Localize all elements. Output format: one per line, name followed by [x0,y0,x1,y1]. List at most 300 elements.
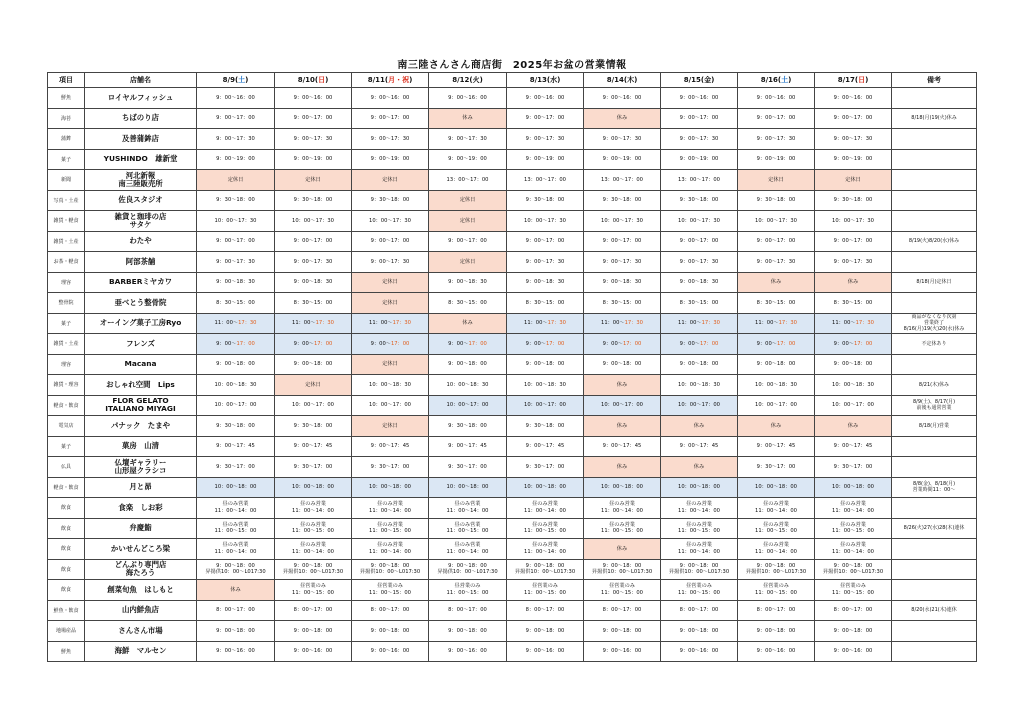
category-cell: 軽食・飲食 [48,395,85,416]
hours-cell: 9：00〜17：45 [275,436,352,457]
hours-cell: 9：00〜16：00 [275,88,352,109]
table-row [48,477,977,498]
hours-cell: 9：00〜18：00 昇揚供10：00〜L017:30 [507,559,584,580]
hours-cell: 9：30〜18：00 [507,416,584,437]
hours-cell: 10：00〜18：00 [429,477,507,498]
table-row [48,354,977,375]
hours-cell: 9：00〜17：00 [352,334,429,355]
closed-day-cell: 休み [738,272,815,293]
category-cell: 海苔 [48,108,85,129]
shop-name-cell: FLOR GELATO ITALIANO MIYAGI [85,395,197,416]
remarks-cell [892,559,977,580]
hours-cell: 10：00〜18：30 [738,375,815,396]
table-body [48,88,977,662]
hours-cell: 9：30〜17：00 [429,457,507,478]
hours-cell: 10：00〜17：30 [275,211,352,232]
closed-day-cell: 休み [815,272,892,293]
remarks-cell: 8/18(月)定休日 [892,272,977,293]
hours-cell: 13：00〜17：00 [507,170,584,191]
remarks-cell [892,539,977,560]
hours-cell: 9：30〜17：00 [197,457,275,478]
hours-cell: 9：30〜18：00 [352,190,429,211]
hours-cell: 昼営業のみ 11：00〜15：00 [584,580,661,601]
hours-cell: 8：00〜17：00 [352,600,429,621]
hours-cell: 9：00〜18：00 [661,621,738,642]
category-cell: 雑貨・理容 [48,375,85,396]
hours-cell: 9：00〜16：00 [275,641,352,662]
hours-cell: 9：00〜18：00 昇揚供10：00〜L017:30 [352,559,429,580]
hours-cell: 9：00〜17：30 [507,129,584,150]
remarks-cell: 8/18(月)19(火)休み [892,108,977,129]
hours-cell: 9：00〜17：30 [275,129,352,150]
category-cell: 飲食 [48,559,85,580]
hours-cell: 昼のみ営業 11：00〜14：00 [507,498,584,519]
hours-cell: 9：30〜17：00 [738,457,815,478]
hours-cell: 10：00〜18：00 [815,477,892,498]
hours-cell: 11：00〜17：30 [661,313,738,334]
shop-name-cell: Macana [85,354,197,375]
hours-cell: 13：00〜17：00 [429,170,507,191]
shop-name-cell: わたや [85,231,197,252]
hours-cell: 10：00〜17：30 [507,211,584,232]
table-row [48,395,977,416]
hours-cell: 9：30〜17：00 [275,457,352,478]
table-row [48,334,977,355]
hours-cell: 9：00〜17：30 [352,129,429,150]
page-title: 南三陸さんさん商店街 2025年お盆の営業情報 [397,60,627,71]
hours-cell: 9：30〜18：00 [275,416,352,437]
remarks-cell [892,436,977,457]
hours-cell: 9：00〜18：30 [661,272,738,293]
closed-day-cell: 定休日 [275,170,352,191]
hours-cell: 10：00〜18：00 [507,477,584,498]
hours-cell: 10：00〜18：00 [584,477,661,498]
category-cell: 菓子 [48,313,85,334]
closed-day-cell: 定休日 [352,416,429,437]
hours-cell: 8：00〜17：00 [275,600,352,621]
hours-cell: 9：00〜17：30 [352,252,429,273]
header-day: 8/10(日) [275,73,352,88]
shop-name-cell: 仏壇ギャラリー 山形屋クラシコ [85,457,197,478]
closed-day-cell: 定休日 [352,293,429,314]
hours-cell: 9：30〜18：00 [197,190,275,211]
hours-cell: 11：00〜17：30 [275,313,352,334]
remarks-cell [892,252,977,273]
hours-cell: 昼営業のみ 11：00〜15：00 [507,580,584,601]
hours-cell: 9：00〜18：00 [584,354,661,375]
header-row [48,73,977,88]
hours-cell: 9：00〜18：00 昇揚供10：00〜L017:30 [815,559,892,580]
category-cell: 理容 [48,272,85,293]
shop-name-cell: YUSHINDO 雄新堂 [85,149,197,170]
hours-cell: 昼のみ営業 11：00〜15：00 [352,518,429,539]
hours-cell: 9：00〜19：00 [197,149,275,170]
category-cell: 蒲鉾 [48,129,85,150]
closed-day-cell: 休み [584,375,661,396]
table-row [48,375,977,396]
hours-cell: 9：00〜18：30 [275,272,352,293]
table-row [48,129,977,150]
hours-cell: 昼のみ営業 11：00〜14：00 [815,498,892,519]
hours-cell: 10：00〜17：00 [352,395,429,416]
shop-name-cell: おしゃれ空間 Lips [85,375,197,396]
hours-cell: 9：00〜19：00 [429,149,507,170]
hours-cell: 8：30〜15：00 [815,293,892,314]
hours-cell: 11：00〜17：30 [584,313,661,334]
remarks-cell [892,170,977,191]
shop-name-cell: 弁慶鮨 [85,518,197,539]
shop-name-cell: BARBERミヤカワ [85,272,197,293]
hours-cell: 9：00〜17：30 [507,252,584,273]
hours-cell: 9：00〜17：00 [661,334,738,355]
table-row [48,170,977,191]
hours-cell: 10：00〜17：00 [661,395,738,416]
hours-cell: 10：00〜17：30 [197,211,275,232]
hours-cell: 昼のみ営業 11：00〜14：00 [507,539,584,560]
hours-cell: 9：00〜17：00 [507,108,584,129]
hours-cell: 9：00〜18：00 [815,354,892,375]
hours-cell: 10：00〜18：30 [197,375,275,396]
hours-cell: 9：00〜17：30 [584,252,661,273]
remarks-cell [892,641,977,662]
hours-cell: 昼のみ営業 11：00〜14：00 [584,498,661,519]
remarks-cell [892,88,977,109]
shop-name-cell: 山内鮮魚店 [85,600,197,621]
category-cell: 飲食 [48,539,85,560]
hours-cell: 9：00〜17：30 [429,129,507,150]
remarks-cell [892,211,977,232]
hours-cell: 昼のみ営業 11：00〜15：00 [507,518,584,539]
header-day: 8/14(木) [584,73,661,88]
hours-cell: 9：00〜17：30 [661,129,738,150]
header-day: 8/17(日) [815,73,892,88]
hours-cell: 9：00〜17：45 [352,436,429,457]
remarks-cell: 8/18(月)営業 [892,416,977,437]
closed-day-cell: 定休日 [429,252,507,273]
closed-day-cell: 休み [661,416,738,437]
header-day: 8/12(火) [429,73,507,88]
hours-cell: 9：00〜18：30 [584,272,661,293]
hours-cell: 8：00〜17：00 [738,600,815,621]
hours-cell: 9：00〜17：00 [429,334,507,355]
hours-cell: 9：00〜16：00 [815,641,892,662]
table-row [48,416,977,437]
hours-cell: 9：00〜17：00 [507,231,584,252]
hours-cell: 9：00〜17：00 [352,108,429,129]
hours-cell: 9：00〜19：00 [584,149,661,170]
hours-cell: 9：00〜17：30 [738,129,815,150]
table-row [48,539,977,560]
hours-cell: 11：00〜17：30 [197,313,275,334]
remarks-cell [892,149,977,170]
hours-cell: 昼のみ営業 11：00〜14：00 [429,539,507,560]
hours-cell: 9：00〜17：00 [584,231,661,252]
hours-cell: 9：00〜17：00 [507,334,584,355]
hours-cell: 9：00〜18：30 [197,272,275,293]
hours-cell: 8：30〜15：00 [429,293,507,314]
hours-cell: 9：30〜17：00 [507,457,584,478]
hours-cell: 9：00〜19：00 [352,149,429,170]
hours-cell: 9：00〜16：00 [352,641,429,662]
hours-cell: 9：00〜19：00 [507,149,584,170]
shop-name-cell: 菓房 山清 [85,436,197,457]
category-cell: 理容 [48,354,85,375]
hours-cell: 9：00〜16：00 [507,88,584,109]
hours-cell: 9：00〜18：00 [661,354,738,375]
table-row [48,149,977,170]
hours-cell: 9：00〜18：00 昇揚供10：00〜L017:30 [661,559,738,580]
table-row [48,518,977,539]
hours-cell: 9：00〜17：45 [584,436,661,457]
hours-cell: 10：00〜17：30 [815,211,892,232]
hours-cell: 10：00〜17：30 [352,211,429,232]
hours-cell: 10：00〜18：30 [507,375,584,396]
hours-cell: 9：00〜17：30 [197,252,275,273]
hours-cell: 9：00〜16：00 [661,88,738,109]
remarks-cell [892,354,977,375]
header-day: 8/13(水) [507,73,584,88]
hours-cell: 9：00〜17：45 [429,436,507,457]
closed-day-cell: 休み [815,416,892,437]
remarks-cell: 8/9(土)、8/17(月) 前後も通常営業 [892,395,977,416]
hours-cell: 9：00〜18：00 [352,621,429,642]
closed-day-cell: 定休日 [352,354,429,375]
hours-cell: 9：00〜17：00 [197,108,275,129]
category-cell: 飲食 [48,518,85,539]
hours-cell: 昼営業のみ 11：00〜15：00 [815,580,892,601]
hours-cell: 9：00〜18：00 [507,354,584,375]
hours-cell: 9：00〜16：00 [738,641,815,662]
hours-cell: 昼のみ営業 11：00〜14：00 [275,498,352,519]
hours-cell: 9：00〜17：00 [275,231,352,252]
category-cell: 鮮魚 [48,88,85,109]
closed-day-cell: 休み [738,416,815,437]
hours-cell: 9：00〜16：00 [352,88,429,109]
hours-cell: 10：00〜18：30 [661,375,738,396]
table-row [48,252,977,273]
hours-cell: 9：00〜17：00 [429,231,507,252]
closed-day-cell: 休み [429,313,507,334]
hours-cell: 9：00〜17：30 [815,252,892,273]
hours-cell: 9：00〜17：00 [815,231,892,252]
shop-name-cell: 創菜旬魚 はしもと [85,580,197,601]
closed-day-cell: 定休日 [197,170,275,191]
hours-cell: 10：00〜17：00 [584,395,661,416]
hours-cell: 9：00〜17：00 [738,108,815,129]
table-row [48,272,977,293]
header-category: 項目 [48,73,85,88]
hours-cell: 9：00〜17：00 [738,334,815,355]
hours-cell: 8：30〜15：00 [275,293,352,314]
hours-cell: 昼のみ営業 11：00〜14：00 [197,539,275,560]
remarks-cell: 8/20(水)21(木)連休 [892,600,977,621]
hours-cell: 9：00〜17：00 [661,108,738,129]
header-remarks: 備考 [892,73,977,88]
hours-cell: 10：00〜18：30 [352,375,429,396]
shop-name-cell: 月と昴 [85,477,197,498]
table-row [48,293,977,314]
hours-cell: 8：30〜15：00 [584,293,661,314]
hours-cell: 11：00〜17：30 [738,313,815,334]
hours-cell: 9：00〜19：00 [275,149,352,170]
hours-cell: 9：00〜18：00 昇揚供10：00〜L017:30 [738,559,815,580]
hours-cell: 昼のみ営業 11：00〜14：00 [738,498,815,519]
hours-cell: 10：00〜17：30 [661,211,738,232]
hours-cell: 9：00〜18：00 [275,621,352,642]
hours-cell: 10：00〜17：00 [275,395,352,416]
remarks-cell [892,190,977,211]
category-cell: 雑貨・土産 [48,231,85,252]
hours-cell: 8：30〜15：00 [661,293,738,314]
category-cell: 雑貨・軽食 [48,211,85,232]
remarks-cell [892,580,977,601]
table-row [48,580,977,601]
hours-cell: 9：00〜17：45 [815,436,892,457]
hours-cell: 8：00〜17：00 [661,600,738,621]
hours-cell: 9：00〜17：00 [275,334,352,355]
hours-cell: 昼営業のみ 11：00〜15：00 [738,580,815,601]
hours-cell: 9：00〜18：00 昇揚供10：00〜L017:30 [429,559,507,580]
table-row [48,498,977,519]
hours-cell: 10：00〜18：00 [352,477,429,498]
hours-cell: 10：00〜17：00 [507,395,584,416]
hours-cell: 昼のみ営業 11：00〜15：00 [738,518,815,539]
category-cell: 鮮魚・飲食 [48,600,85,621]
hours-cell: 昼のみ営業 11：00〜15：00 [584,518,661,539]
hours-cell: 9：00〜17：30 [197,129,275,150]
hours-cell: 9：00〜17：00 [661,231,738,252]
hours-cell: 昼のみ営業 11：00〜14：00 [197,498,275,519]
closed-day-cell: 定休日 [815,170,892,191]
hours-cell: 10：00〜17：00 [197,395,275,416]
remarks-cell: 8/8(金)、8/18(月) 営業時間11：00〜 [892,477,977,498]
hours-cell: 8：30〜15：00 [738,293,815,314]
category-cell: 仏具 [48,457,85,478]
remarks-cell: 8/21(木)休み [892,375,977,396]
category-cell: 飲食 [48,580,85,601]
hours-cell: 9：00〜17：45 [197,436,275,457]
hours-cell: 9：00〜17：00 [815,108,892,129]
hours-cell: 11：00〜17：30 [507,313,584,334]
header-day: 8/15(金) [661,73,738,88]
hours-cell: 9：30〜18：00 [507,190,584,211]
table-row [48,190,977,211]
hours-cell: 昼のみ営業 11：00〜14：00 [352,498,429,519]
hours-cell: 10：00〜18：00 [197,477,275,498]
hours-cell: 8：30〜15：00 [197,293,275,314]
shop-name-cell: ロイヤルフィッシュ [85,88,197,109]
category-cell: 地場産品 [48,621,85,642]
hours-cell: 9：00〜18：00 [738,354,815,375]
shop-name-cell: パナック たまや [85,416,197,437]
hours-cell: 9：00〜17：45 [507,436,584,457]
hours-cell: 昼営業のみ 11：00〜15：00 [661,580,738,601]
shop-name-cell: 阿部茶舗 [85,252,197,273]
hours-cell: 8：30〜15：00 [507,293,584,314]
hours-cell: 昼営業のみ 11：00〜15：00 [275,580,352,601]
header-day: 8/11(月・祝) [352,73,429,88]
hours-cell: 9：00〜18：00 [507,621,584,642]
hours-cell: 8：00〜17：00 [815,600,892,621]
hours-cell: 昼のみ営業 11：00〜14：00 [815,539,892,560]
hours-cell: 9：00〜17：30 [584,129,661,150]
hours-cell: 8：00〜17：00 [197,600,275,621]
hours-cell: 昼のみ営業 11：00〜15：00 [429,518,507,539]
category-cell: 電気店 [48,416,85,437]
hours-cell: 9：00〜17：45 [738,436,815,457]
remarks-cell [892,498,977,519]
category-cell: 新聞 [48,170,85,191]
closed-day-cell: 定休日 [429,190,507,211]
hours-cell: 10：00〜17：00 [815,395,892,416]
closed-day-cell: 定休日 [429,211,507,232]
remarks-cell: 商品がなくなり次第 営業終了 8/16(月)19(火)20(水)休み [892,313,977,334]
table-row [48,457,977,478]
hours-cell: 9：00〜17：00 [197,334,275,355]
header-shop: 店舗名 [85,73,197,88]
business-hours-table [47,72,977,662]
hours-cell: 昼のみ営業 11：00〜14：00 [661,498,738,519]
hours-cell: 8：00〜17：00 [507,600,584,621]
hours-cell: 9：00〜18：00 [429,354,507,375]
remarks-cell: 8/26(火)27(水)28(木)連休 [892,518,977,539]
hours-cell: 9：00〜16：00 [197,641,275,662]
hours-cell: 10：00〜17：00 [429,395,507,416]
hours-cell: 昼のみ営業 11：00〜15：00 [197,518,275,539]
hours-cell: 9：30〜18：00 [275,190,352,211]
hours-cell: 昼のみ営業 11：00〜15：00 [815,518,892,539]
hours-cell: 9：30〜18：00 [197,416,275,437]
table-row [48,88,977,109]
category-cell: 鮮魚 [48,641,85,662]
hours-cell: 9：00〜18：00 [197,354,275,375]
remarks-cell: 8/19(火)8/20(水)休み [892,231,977,252]
shop-name-cell: 亜べとう整骨院 [85,293,197,314]
hours-cell: 昼のみ営業 11：00〜15：00 [275,518,352,539]
hours-cell: 13：00〜17：00 [661,170,738,191]
hours-cell: 9：30〜17：00 [815,457,892,478]
table-row [48,559,977,580]
hours-cell: 9：00〜16：00 [738,88,815,109]
hours-cell: 昼のみ営業 11：00〜15：00 [661,518,738,539]
remarks-cell [892,129,977,150]
hours-cell: 9：00〜18：00 昇揚供10：00〜L017:30 [275,559,352,580]
table-row [48,600,977,621]
hours-cell: 昼のみ営業 11：00〜14：00 [352,539,429,560]
hours-cell: 13：00〜17：00 [584,170,661,191]
hours-cell: 9：00〜18：00 [584,621,661,642]
hours-cell: 8：00〜17：00 [584,600,661,621]
closed-day-cell: 休み [584,108,661,129]
table-row [48,641,977,662]
closed-day-cell: 休み [584,539,661,560]
hours-cell: 9：00〜19：00 [661,149,738,170]
hours-cell: 9：00〜17：00 [815,334,892,355]
shop-name-cell: 河北新報 南三陸販売所 [85,170,197,191]
hours-cell: 9：00〜18：00 昇揚供10：00〜L017:30 [584,559,661,580]
shop-name-cell: 海鮮 マルセン [85,641,197,662]
closed-day-cell: 休み [661,457,738,478]
shop-name-cell: フレンズ [85,334,197,355]
hours-cell: 9：30〜18：00 [815,190,892,211]
hours-cell: 10：00〜17：30 [584,211,661,232]
closed-day-cell: 定休日 [275,375,352,396]
hours-cell: 9：00〜17：00 [275,108,352,129]
table-row [48,313,977,334]
hours-cell: 9：00〜17：00 [352,231,429,252]
closed-day-cell: 定休日 [738,170,815,191]
hours-cell: 9：00〜16：00 [584,641,661,662]
